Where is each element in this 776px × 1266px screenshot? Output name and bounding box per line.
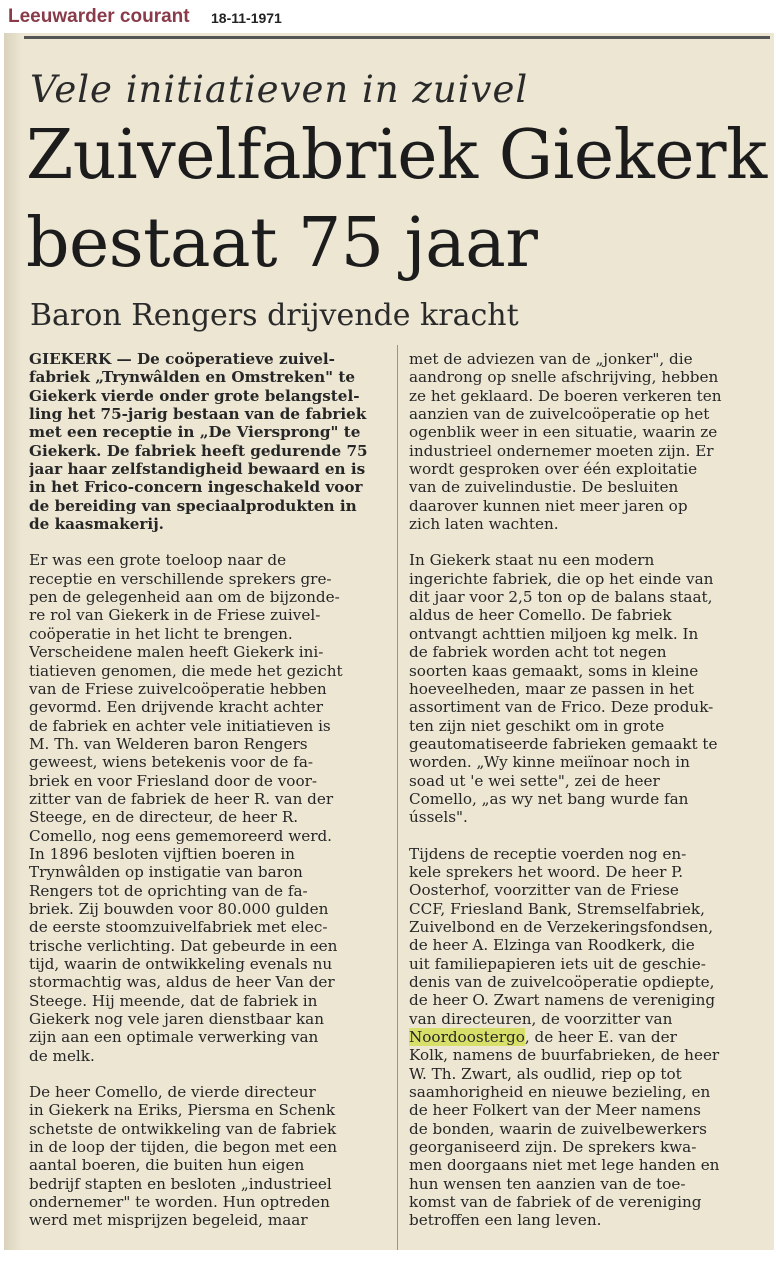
text-line: komst van de fabriek of de vereniging (409, 1193, 702, 1212)
text-line: bedrijf stapten en besloten „industrieel (29, 1174, 332, 1193)
text-line: geautomatiseerde fabrieken gemaakt te (409, 734, 718, 753)
publication-date: 18-11-1971 (211, 10, 282, 26)
text-line: Kolk, namens de buurfabrieken, de heer (409, 1046, 720, 1065)
paragraph-gap (409, 827, 766, 845)
text-line: Er was een grote toeloop naar de (29, 551, 287, 570)
viewer-header (0, 0, 776, 34)
text-line: tiatieven genomen, die mede het gezicht (29, 661, 343, 680)
text-line: kele sprekers het woord. De heer P. (409, 862, 684, 881)
paragraph-lines (409, 1046, 766, 1229)
text-line: de heer A. Elzinga van Roodkerk, die (409, 936, 695, 955)
text-line: aantal boeren, die buiten hun eigen (29, 1156, 305, 1175)
text-line: de fabriek worden acht tot negen (409, 643, 667, 662)
text-line: ondernemer" te worden. Hun optreden (29, 1193, 330, 1212)
highlighted-term: Noordoostergo (409, 1028, 525, 1047)
body-paragraph (409, 350, 766, 533)
article-column-2 (409, 350, 766, 1230)
text-line: pen de gelegenheid aan om de bijzonde- (29, 588, 340, 607)
text-line: gevormd. Een drijvende kracht achter (29, 698, 324, 717)
text-line: ontvangt achttien miljoen kg melk. In (409, 624, 699, 643)
text-line: de fabriek en achter vele initiatieven is (29, 716, 331, 735)
text-line: wordt gesproken over één exploitatie (409, 460, 698, 479)
text-line: W. Th. Zwart, als oudlid, riep op tot (409, 1064, 682, 1083)
text-line: Rengers tot de oprichting van de fa- (29, 881, 308, 900)
text-line: werd met misprijzen begeleid, maar (29, 1211, 308, 1230)
article-kicker: Vele initiatieven in zuivel (30, 68, 529, 111)
clipping-edge-shadow (4, 33, 22, 1250)
text-line: GIEKERK — De coöperatieve zuivel- (29, 350, 335, 368)
text-line: met een receptie in „De Viersprong" te (29, 423, 361, 442)
text-line: worden. „Wy kinne meiïnoar noch in (409, 753, 690, 772)
text-line: zich laten wachten. (409, 515, 559, 534)
text-line: ten zijn niet geschikt om in grote (409, 716, 665, 735)
text-line: de bonden, waarin de zuivelbewerkers (409, 1119, 707, 1138)
article-column-1 (29, 350, 386, 1230)
body-paragraph (29, 1083, 386, 1230)
text-line: denis van de zuivelcoöperatie opdiepte, (409, 973, 715, 991)
text-line: Tijdens de receptie voerden nog en- (409, 844, 687, 863)
column-divider (397, 345, 398, 1250)
text-line: jaar haar zelfstandigheid bewaard en is (29, 460, 366, 479)
text-line: van de zuivelindustie. De besluiten (409, 478, 679, 497)
text-line: georganiseerd zijn. De sprekers kwa- (409, 1138, 697, 1157)
text-line: Steege, en de directeur, de heer R. (29, 808, 299, 827)
text-line: Zuivelbond en de Verzekeringsfondsen, (409, 917, 714, 936)
text-line: aandrong op snelle afschrijving, hebben (409, 368, 719, 387)
text-line: met de adviezen van de „jonker", die (409, 350, 693, 368)
text-line: Oosterhof, voorzitter van de Friese (409, 881, 679, 900)
text-line: van directeuren, de voorzitter van (409, 1009, 673, 1028)
text-line: schetste de ontwikkeling van de fabriek (29, 1119, 337, 1138)
text-line: saamhorigheid en nieuwe bezieling, en (409, 1083, 711, 1102)
text-line: industrieel ondernemer moeten zijn. Er (409, 441, 714, 460)
text-line: dit jaar voor 2,5 ton op de balans staat, (409, 588, 713, 607)
text-line: in de loop der tijden, die begon met een (29, 1138, 337, 1157)
text-line: M. Th. van Welderen baron Rengers (29, 734, 308, 753)
text-line: de eerste stoomzuivelfabriek met elec- (29, 918, 328, 937)
text-line: In 1896 besloten vijftien boeren in (29, 844, 295, 863)
text-line: fabriek „Trynwâlden en Omstreken" te (29, 368, 356, 387)
text-line: briek. Zij bouwden voor 80.000 gulden (29, 899, 329, 918)
text-line: geweest, wiens betekenis voor de fa- (29, 753, 314, 772)
text-line: re rol van Giekerk in de Friese zuivel- (29, 606, 321, 625)
text-line: Trynwâlden op instigatie van baron (29, 863, 303, 882)
text-line: aldus de heer Comello. De fabriek (409, 606, 672, 625)
text-line: aanzien van de zuivelcoöperatie op het (409, 405, 710, 424)
text-line: soad ut 'e wei sette", zei de heer (409, 771, 660, 790)
paragraph-gap (409, 533, 766, 551)
text-line: assortiment van de Frico. Deze produk- (409, 698, 714, 717)
headline-line-2: bestaat 75 jaar (26, 204, 538, 283)
paragraph-lines (409, 845, 766, 1028)
article-subheadline: Baron Rengers drijvende kracht (30, 298, 519, 333)
text-line: ogenblik weer in een situatie, waarin ze (409, 423, 718, 442)
text-line: zijn aan een optimale verwerking van (29, 1028, 319, 1047)
text-line: Giekerk vierde onder grote belangstel- (29, 386, 360, 405)
text-line: In Giekerk staat nu een modern (409, 551, 655, 570)
paragraph-gap (29, 1065, 386, 1083)
text-line: in het Frico-concern ingeschakeld voor (29, 478, 363, 497)
lead-paragraph (29, 350, 386, 533)
text-line: ling het 75-jarig bestaan van de fabriek (29, 405, 367, 424)
text-line: zitter van de fabriek de heer R. van der (29, 789, 334, 808)
text-line: briek en voor Friesland door de voor- (29, 771, 317, 790)
text-line: soorten kaas gemaakt, soms in kleine (409, 661, 699, 680)
text-line: CCF, Friesland Bank, Stremselfabriek, (409, 899, 705, 918)
text-line: Comello, „as wy net bang wurde fan (409, 789, 689, 808)
text-line: betroffen een lang leven. (409, 1211, 602, 1230)
text-line: ze het geklaard. De boeren verkeren ten (409, 386, 722, 405)
text-line: men doorgaans niet met lege handen en (409, 1156, 720, 1175)
text-line: Giekerk. De fabriek heeft gedurende 75 (29, 441, 368, 460)
headline-line-1: Zuivelfabriek Giekerk (26, 116, 767, 195)
body-paragraph (409, 551, 766, 826)
text-line: Verscheidene malen heeft Giekerk ini- (29, 643, 324, 662)
text-line: ússels". (409, 808, 468, 827)
text-line: uit familiepapieren iets uit de geschie- (409, 954, 706, 973)
body-paragraph (409, 845, 766, 1230)
text-line: Giekerk nog vele jaren dienstbaar kan (29, 1010, 324, 1029)
text-line: de heer Folkert van der Meer namens (409, 1101, 701, 1120)
text-line: Steege. Hij meende, dat de fabriek in (29, 991, 318, 1010)
text-line: hun wensen ten aanzien van de toe- (409, 1174, 686, 1193)
text-line-highlighted (409, 1028, 766, 1046)
text-line: tijd, waarin de ontwikkeling evenals nu (29, 955, 333, 973)
text-line: de melk. (29, 1046, 95, 1065)
text-line: De heer Comello, de vierde directeur (29, 1083, 316, 1102)
text-line: Comello, nog eens gememoreerd werd. (29, 826, 333, 845)
text-line: daarover kunnen niet meer jaren op (409, 496, 688, 515)
text-line: coöperatie in het licht te brengen. (29, 624, 293, 643)
text-line: receptie en verschillende sprekers gre- (29, 569, 332, 588)
text-line: van de Friese zuivelcoöperatie hebben (29, 679, 327, 698)
text-line: de heer O. Zwart namens de vereniging (409, 991, 716, 1010)
text-line: de kaasmakerij. (29, 515, 164, 534)
newspaper-title: Leeuwarder courant (8, 6, 190, 27)
text-line: stormachtig was, aldus de heer Van der (29, 973, 335, 992)
line-remainder: , de heer E. van der (524, 1028, 677, 1047)
text-line: ingerichte fabriek, die op het einde van (409, 569, 714, 588)
top-rule (24, 36, 770, 39)
body-paragraph (29, 551, 386, 1065)
text-line: hoeveelheden, maar ze passen in het (409, 679, 694, 698)
text-line: in Giekerk na Eriks, Piersma en Schenk (29, 1101, 336, 1120)
paragraph-gap (29, 533, 386, 551)
text-line: de bereiding van speciaalprodukten in (29, 496, 357, 515)
text-line: trische verlichting. Dat gebeurde in een (29, 936, 338, 955)
